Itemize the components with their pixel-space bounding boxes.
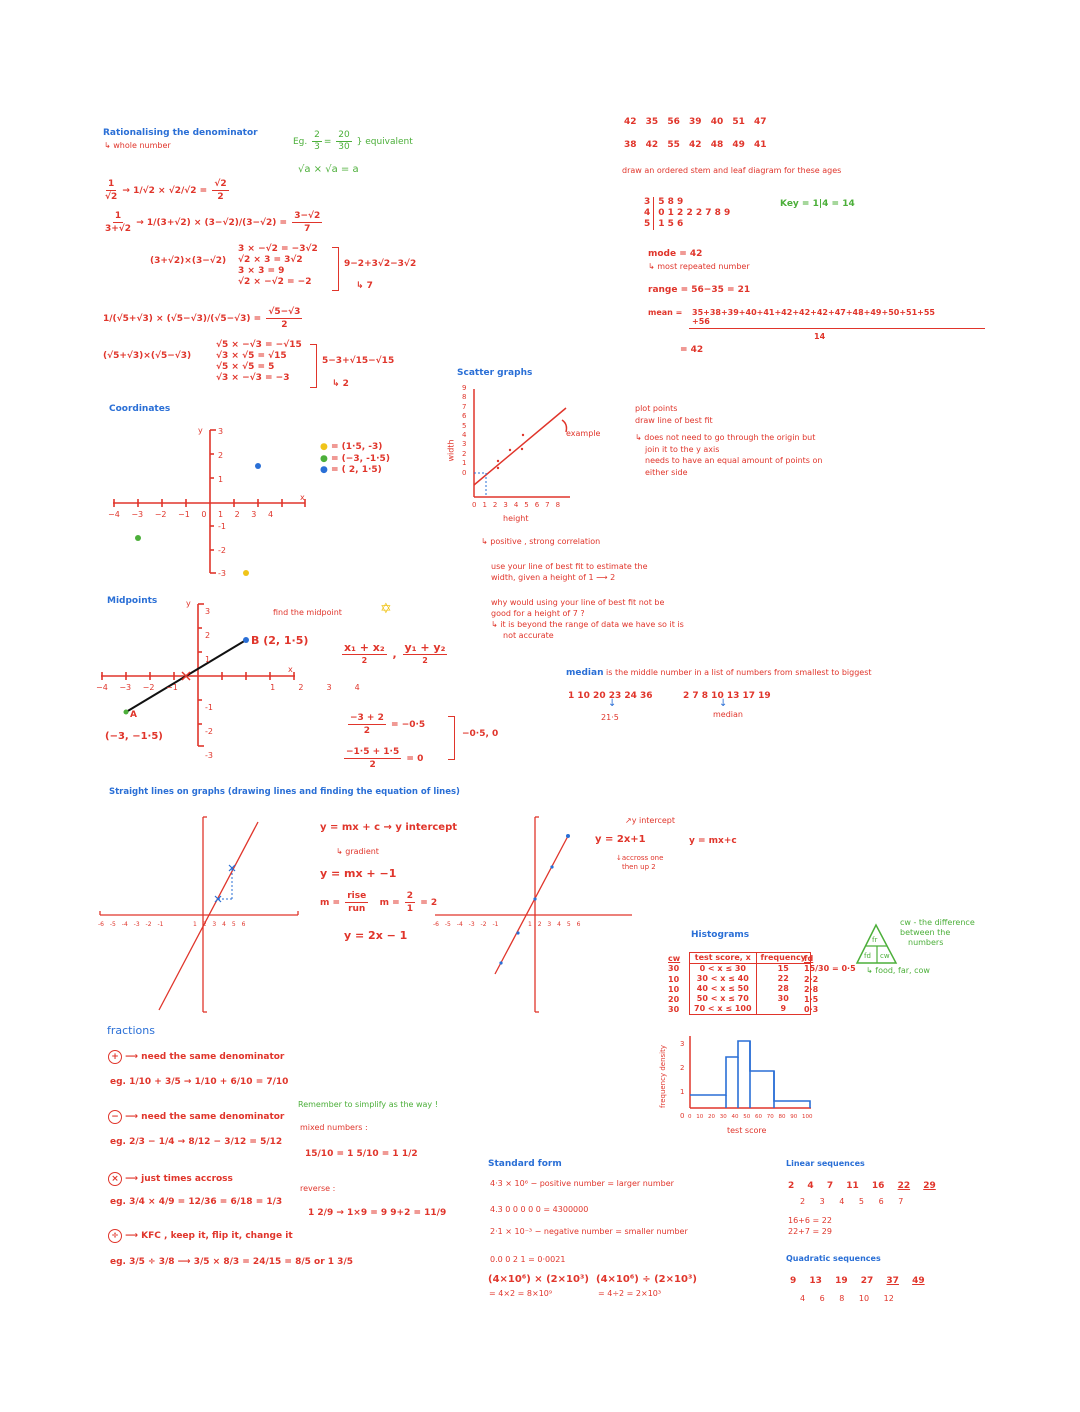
rule-text: ⟶ need the same denominator [125,1052,285,1062]
term: 22 [897,1181,911,1191]
tick: 3 [251,510,257,519]
note: needs to have an equal amount of points on [645,456,823,465]
result-1: ↳ 7 [356,281,373,291]
sf-mul-result: = 4×2 = 8×10⁹ [489,1289,553,1298]
eq-3: y = 2x+1 [595,834,646,845]
midpoints-instruction: find the midpoint [273,608,342,617]
age: 48 [710,140,724,150]
line: √5 × √5 = 5 [216,362,275,372]
hist-ylabel: frequency density [659,1045,667,1108]
standard-form-title: Standard form [488,1159,562,1169]
den: 2 [361,656,368,665]
mid-axis-y: y [186,599,191,608]
mean-numerator-2: +56 [692,317,710,326]
header: fd [804,954,814,963]
line: √5 × −√3 = −√15 [216,340,302,350]
median-list-2-label: median [713,710,743,719]
midpoint-formula: $\frac{\text{x₁ + x₂}}{2}$ , $\frac{\text{y₁ + y₂}}{2}$ [344,641,446,665]
diff: 6 [819,1294,825,1303]
rationalise-example-1: $\frac{1}{√2}$ → 1/√2 × √2/√2 = $\frac{√2}{2}$ [105,179,227,202]
line: numbers [908,938,944,947]
mean-result: = 42 [680,345,704,355]
combined-2: 5−3+√15−√15 [322,356,395,366]
age: 56 [667,117,680,127]
cell: 30 [756,994,810,1004]
age: 42 [624,117,637,127]
m-eq: = 2 [420,898,438,908]
num: y₁ + y₂ [404,641,446,654]
quadratic-terms [790,1275,925,1287]
num: 1 [108,179,115,189]
mid-axis-x: x [288,665,293,674]
mixed-title: mixed numbers : [300,1123,368,1132]
term: 29 [923,1181,936,1191]
line: between the [900,928,951,937]
median-list-1: 1 10 20 23 24 36 [568,691,653,701]
frac-num: 20 [338,130,350,140]
scatter-ylabel: width [446,439,456,462]
median-word: median [566,668,604,678]
m-label: m = [320,898,341,908]
axis-label-y: y [198,426,203,435]
tick: −3 [131,510,144,519]
coordinates-title: Coordinates [109,404,171,414]
diff: 6 [878,1197,884,1206]
line2-x-ticks: -6 -5 -4 -3 -2 -1 1 2 3 4 5 6 [433,921,581,928]
age: 42 [645,140,659,150]
times-icon: × [108,1172,122,1186]
add-example: eg. 1/10 + 3/5 → 1/10 + 6/10 = 7/10 [110,1077,289,1087]
mid-x-ticks: −4 −3 −2 −1 1 2 3 4 [96,683,360,692]
rule-text: ⟶ need the same denominator [125,1112,285,1122]
mul-example: eg. 3/4 × 4/9 = 12/36 = 6/18 = 1/3 [110,1197,283,1207]
y-tick: 1 [218,475,224,484]
line1-x-ticks: -6 -5 -4 -3 -2 -1 1 2 3 4 5 6 [98,921,246,928]
note: plot points [635,404,678,413]
scatter-xlabel: height [503,514,529,523]
diff: 8 [839,1294,845,1303]
fractions-title: fractions [107,1024,155,1037]
den: 2 [363,726,371,736]
expand-product-2: (√5+√3)×(√5−√3) [103,351,192,361]
sqrt-rule: √a × √a = a [298,164,359,175]
rationalise-example-3: 1/(√5+√3) × (√5−√3)/(√5−√3) = $\frac{√5-√3}{2}$ [103,307,301,330]
age: 55 [667,140,680,150]
triangle-fr: fr [872,936,878,944]
reverse-title: reverse : [300,1184,336,1193]
tick: 4 [267,510,274,519]
equivalent-example: Eg. $\frac{2}{3}$ = $\frac{20}{30}$ } equivalent [293,130,413,152]
median-text: is the middle number in a list of numbers from smallest to biggest [606,668,872,677]
leaves: 0 1 2 2 2 7 8 9 [658,208,731,218]
line: accross one [621,854,664,862]
result-2: ↳ 2 [332,379,349,389]
median-list-1-result: 21·5 [601,713,619,722]
header: frequency [756,953,810,964]
line: then up 2 [622,863,656,871]
legend-yellow: = (1·5, -3) [331,442,383,452]
tick: 0 [201,510,207,519]
num: √5−√3 [268,307,301,317]
leaves: 5 8 9 [658,197,684,207]
term: 11 [846,1181,859,1191]
remember-note: Remember to simplify as the way ! [298,1100,438,1109]
equivalent-label: equivalent [365,137,413,147]
rule-text: ⟶ KFC , keep it, flip it, change it [125,1231,293,1241]
mean-denominator: 14 [814,332,826,341]
cell: 1·5 [804,995,819,1005]
term: 2 [788,1181,795,1191]
tick: −1 [178,510,190,519]
cell: 30 [668,1005,680,1015]
y-tick: 2 [218,451,224,460]
diff: 4 [839,1197,845,1206]
diff: 7 [898,1197,904,1206]
m-label: m = [379,898,400,908]
divide-icon: ÷ [108,1229,122,1243]
line: use your line of best fit to estimate the [491,562,648,571]
frac-den: 30 [338,142,350,152]
result: = −0·5 [391,720,426,730]
linear-calc-2: 22+7 = 29 [788,1227,832,1236]
note: either side [645,467,688,477]
line: √3 × √5 = √15 [216,351,287,361]
cell: 50 < x ≤ 70 [690,994,757,1004]
quadratic-diffs [800,1293,894,1304]
term: 37 [886,1276,899,1286]
scatter-title: Scatter graphs [457,368,533,378]
div-example: eg. 3/5 ÷ 3/8 ⟶ 3/5 × 8/3 = 24/15 = 8/5 or 1 3/5 [110,1257,353,1267]
point-b: B (2, 1·5) [251,634,309,647]
line: why would using your line of best fit not be [491,598,665,607]
point-a: A [130,710,137,720]
cell: 2·8 [804,984,819,994]
note: ↳ does not need to go through the origin but [635,433,816,442]
frac-den: 3 [314,142,320,152]
den: 2 [217,192,224,202]
den: 1 [406,904,414,914]
mixed-example: 15/10 = 1 5/10 = 1 1/2 [305,1149,418,1159]
note: join it to the y axis [645,444,720,454]
y-tick: -2 [218,546,226,555]
cell: 22 [756,974,810,984]
term: 49 [912,1276,925,1286]
eq-3-note: ↓accross one then up 2 [616,854,664,871]
scatter-y-ticks: 9 8 7 6 5 4 3 2 1 0 [462,384,467,477]
linear-title: Linear sequences [786,1159,865,1168]
rationalise-example-2: $\frac{1}{3+√2}$ → 1/(3+√2) × (3−√2)/(3−√2) = $\frac{3-√2}{7}$ [105,211,321,234]
stem: 5 [644,219,654,230]
age: 47 [754,117,767,127]
result: = 0 [406,754,424,764]
tick: −4 [108,510,120,519]
cell: 15 [756,964,810,975]
header: cw [668,954,681,963]
line: ↳ it is beyond the range of data we have so it is [491,620,684,629]
cell: 15/30 = 0·5 [804,964,856,974]
age: 42 [689,140,702,150]
rationalising-title: Rationalising the denominator [103,128,258,138]
cell: 30 < x ≤ 40 [690,974,757,984]
stem-leaf-key: Key = 1|4 = 14 [780,199,855,209]
hist-y-ticks: 3 2 1 0 [680,1040,685,1120]
age: 41 [754,140,767,150]
div-rule [108,1229,293,1243]
scatter-annotation: example [566,429,601,438]
tick: −2 [154,510,167,519]
sf-line-2: 4.3 0 0 0 0 0 = 4300000 [490,1205,589,1214]
scatter-x-ticks: 012345678 [472,501,567,509]
y-tick: -1 [218,522,226,531]
histograms-title: Histograms [691,930,750,940]
step: 1/(3+√2) × (3−√2)/(3−√2) [146,218,277,228]
y-tick: 3 [218,427,224,436]
term: 13 [809,1276,822,1286]
den: √2 [105,192,118,202]
cell: 0 < x ≤ 30 [690,964,757,975]
cell: 10 [668,984,680,994]
coordinates-legend: ● = (1·5, -3) ● = (−3, -1·5) ● = ( 2, 1·5) [320,442,390,475]
line: cw - the difference [900,918,975,927]
age: 38 [624,140,637,150]
step: 1/(√5+√3) × (√5−√3)/(√5−√3) [103,314,251,324]
legend-green: = (−3, -1·5) [331,453,390,464]
range: range = 56−35 = 21 [648,285,751,295]
diff: 3 [819,1197,825,1206]
sf-line-3: 2·1 × 10⁻³ − negative number = smaller number [490,1227,688,1236]
diff: 5 [858,1197,865,1206]
line: 3 × −√2 = −3√2 [238,244,318,254]
mode: mode = 42 [648,249,703,259]
hist-xlabel: test score [727,1126,767,1135]
eq-3-intercept: ↗y intercept [625,816,675,825]
linear-calc-1: 16+6 = 22 [788,1216,832,1225]
eg-label: Eg. [293,137,308,147]
add-rule [108,1050,284,1064]
diff: 10 [858,1294,870,1303]
axis-label-x: x [300,493,305,502]
cell: 2·2 [804,974,819,984]
den: 2 [422,656,428,665]
mode-note: ↳ most repeated number [648,262,750,271]
mid-y-ticks: 3 2 1 [205,607,211,664]
cell: 10 [668,974,680,984]
num: 3−√2 [294,211,321,221]
line: √3 × −√3 = −3 [216,373,290,383]
leaves: 1 5 6 [658,219,684,229]
den: 3+√2 [105,224,132,234]
mean-label: mean = [648,308,683,317]
straight-lines-title: Straight lines on graphs (drawing lines and finding the equation of lines) [109,787,460,797]
combined-1: 9−2+3√2−3√2 [344,259,417,269]
cell: 30 [668,964,680,974]
line: √2 × 3 = 3√2 [238,255,303,265]
midpoints-title: Midpoints [107,596,158,606]
cell: 20 [668,995,680,1005]
rationalising-subtitle: ↳ whole number [104,141,171,150]
eq-gradient-note: ↳ gradient [336,847,379,856]
midpoint-answer: −0·5, 0 [462,729,499,739]
header: test score, x [690,953,757,964]
term: 16 [871,1181,885,1191]
step: 1/√2 × √2/√2 [133,186,197,196]
minus-icon: − [108,1110,122,1124]
eq-result: y = 2x − 1 [344,929,408,942]
num: 2 [406,891,414,901]
sub-rule [108,1110,284,1124]
term: 9 [790,1276,797,1286]
ages-instruction: draw an ordered stem and leaf diagram for these ages [622,166,842,175]
sf-line-4: 0.0 0 2 1 = 0·0021 [490,1255,566,1264]
den: 2 [369,760,376,770]
y-tick: -3 [218,569,226,578]
age: 51 [732,117,745,127]
den: 2 [281,320,288,330]
linear-terms [788,1180,936,1192]
triangle-cw: cw [880,952,890,960]
reverse-example: 1 2/9 → 1×9 = 9 9+2 = 11/9 [308,1208,447,1218]
point-a-coords: (−3, −1·5) [105,731,163,742]
linear-diffs [800,1196,903,1207]
eq-general: y = mx + c → y intercept [320,822,458,833]
cell: 40 < x ≤ 50 [690,984,757,994]
label: y intercept [631,816,675,825]
arrow-down-icon: ↓ [719,698,728,709]
diff: 4 [800,1294,806,1303]
eq-general-2: y = mx+c [689,836,737,846]
eq-2: y = mx + −1 [320,867,397,880]
quadratic-title: Quadratic sequences [786,1254,881,1263]
line: √2 × −√2 = −2 [238,277,312,287]
stem: 4 [644,208,654,219]
sf-div-result: = 4÷2 = 2×10³ [598,1289,662,1298]
sub-example: eg. 2/3 − 1/4 → 8/12 − 3/12 = 5/12 [110,1137,283,1147]
num: x₁ + x₂ [344,641,385,654]
rise: rise [347,891,367,901]
mid-y-ticks-neg: -1 -2 -3 [205,703,213,760]
cell: 70 < x ≤ 100 [690,1004,757,1015]
age: 40 [710,117,724,127]
line: good for a height of 7 ? [491,609,585,618]
term: 4 [807,1181,814,1191]
run: run [348,904,366,914]
line: 3 × 3 = 9 [238,266,285,276]
triangle-fd: fd [864,952,871,960]
cell: 28 [756,984,810,994]
note: draw line of best fit [635,415,713,425]
den: 7 [304,224,311,234]
legend-blue: = ( 2, 1·5) [331,465,382,475]
sf-mul: (4×10⁶) × (2×10³) [488,1274,589,1285]
age: 35 [645,117,659,127]
tick: 1 [218,510,224,519]
diff: 2 [800,1197,806,1206]
num: −1·5 + 1·5 [346,747,400,757]
expand-product-1: (3+√2)×(3−√2) [150,256,227,266]
star-icon: ✡ [380,601,392,617]
sf-div: (4×10⁶) ÷ (2×10³) [596,1274,697,1285]
age: 39 [689,117,702,127]
line: width, given a height of 1 ⟶ 2 [491,573,616,582]
num: −3 + 2 [350,713,384,723]
triangle-note: ↳ food, far, cow [866,966,930,975]
cell: 9 [756,1004,810,1015]
term: 27 [860,1276,874,1286]
mean-numerator: 35+38+39+40+41+42+42+42+47+48+49+50+51+55 [692,308,935,317]
age: 49 [732,140,745,150]
arrow-down-icon: ↓ [608,698,617,709]
diff: 12 [883,1294,894,1303]
tick: 2 [234,510,240,519]
rule-text: ⟶ just times accross [125,1174,233,1184]
term: 19 [835,1276,848,1286]
sf-line-1: 4·3 × 10⁶ − positive number = larger number [490,1179,674,1188]
median-list-2: 2 7 8 10 13 17 19 [683,691,771,701]
stem: 3 [644,197,654,208]
num: 1 [114,211,122,221]
plus-icon: + [108,1050,122,1064]
num: √2 [214,179,227,189]
term: 7 [826,1181,834,1191]
line: not accurate [503,631,554,640]
mul-rule [108,1172,233,1186]
cell: 0·3 [804,1005,819,1015]
scatter-correlation: ↳ positive , strong correlation [481,537,601,546]
frac-num: 2 [314,130,320,140]
hist-x-ticks: 0 10 20 30 40 50 60 70 80 90 100 [688,1114,813,1120]
